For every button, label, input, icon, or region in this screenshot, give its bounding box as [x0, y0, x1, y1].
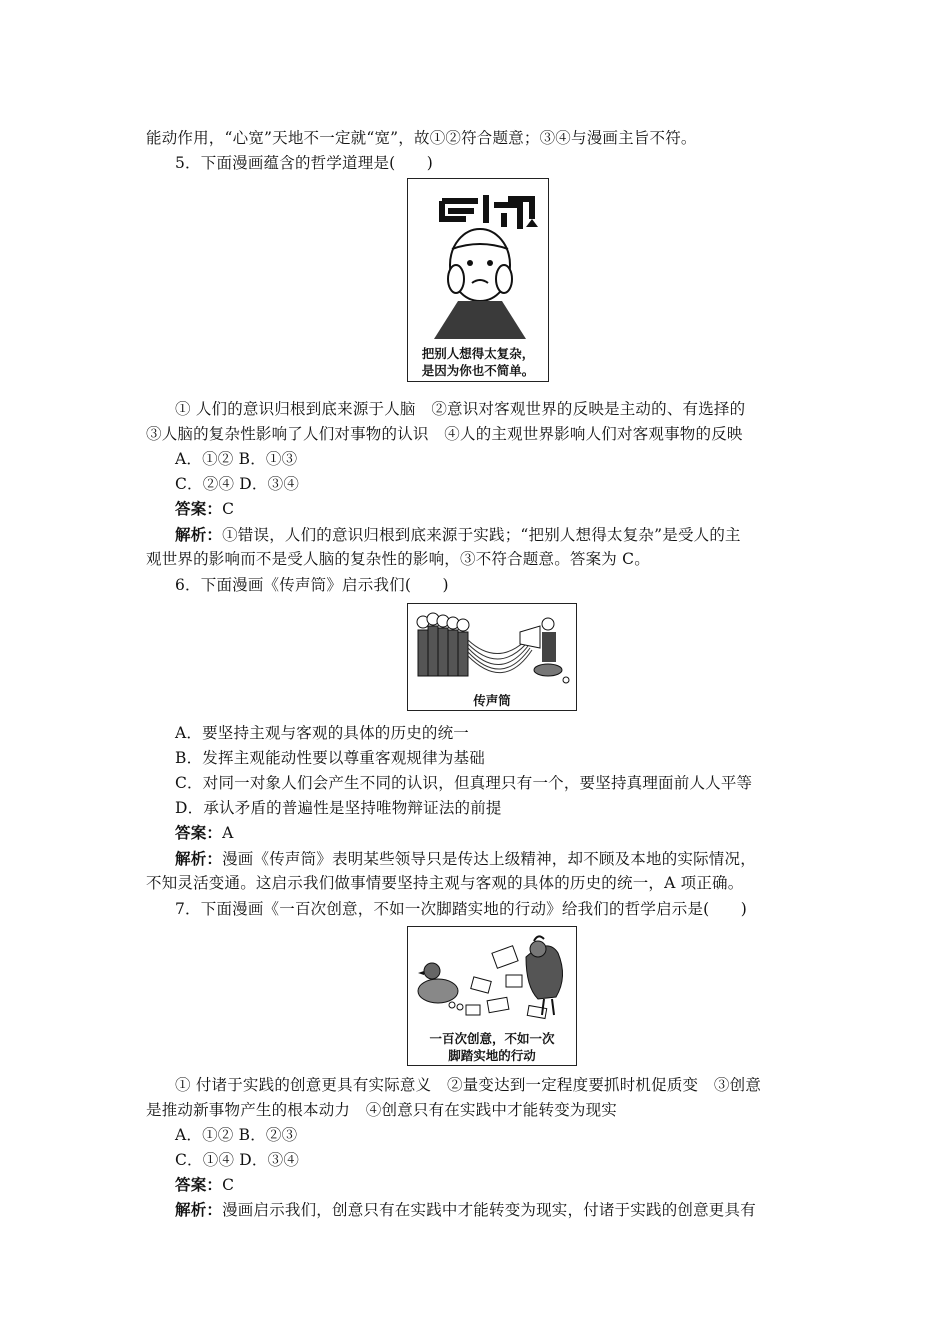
q5-cartoon-caption-2: 是因为你也不简单。	[421, 363, 535, 378]
q6-analysis-text-1: 漫画《传声筒》表明某些领导只是传达上级精神，却不顾及本地的实际情况，	[222, 850, 756, 868]
q7-answer-value: C	[222, 1176, 235, 1194]
q5-cartoon	[407, 178, 549, 382]
q7-options-line-2: 是推动新事物产生的根本动力 ④创意只有在实践中才能转变为现实	[146, 1101, 618, 1119]
q6-cartoon-drawing	[408, 604, 576, 692]
q6-answer-label: 答案：	[175, 823, 223, 842]
q5-answer-label: 答案：	[175, 499, 223, 518]
q5-choice-ab: A．①② B．①③	[175, 450, 298, 468]
q6-option-a: A．要坚持主观与客观的具体的历史的统一	[175, 724, 469, 742]
q6-cartoon-caption: 传声筒	[473, 693, 511, 708]
q5-options-line-2: ③人脑的复杂性影响了人们对事物的认识 ④人的主观世界影响人们对客观事物的反映	[146, 425, 743, 443]
q6-answer	[175, 821, 835, 845]
q5-options-line-1: ① 人们的意识归根到底来源于人脑 ②意识对客观世界的反映是主动的、有选择的	[175, 400, 746, 418]
q5-cartoon-caption-1: 把别人想得太复杂，	[421, 346, 535, 361]
q5-analysis-text-1: ①错误，人们的意识归根到底来源于实践；“把别人想得太复杂”是受人的主	[222, 526, 741, 544]
q6-cartoon	[407, 603, 577, 711]
q7-choice-cd: C．①④ D．③④	[175, 1151, 300, 1169]
q7-cartoon-caption-1: 一百次创意，不如一次	[429, 1031, 555, 1046]
q5-analysis-1	[175, 523, 835, 547]
q7-analysis-label: 解析：	[175, 1200, 223, 1219]
q7-stem: 7．下面漫画《一百次创意，不如一次脚踏实地的行动》给我们的哲学启示是( )	[175, 900, 748, 918]
q7-cartoon	[407, 926, 577, 1066]
q7-analysis-1	[175, 1198, 835, 1222]
q5-answer-value: C	[222, 500, 235, 518]
q7-cartoon-drawing	[408, 927, 576, 1029]
q6-option-b: B．发挥主观能动性要以尊重客观规律为基础	[175, 749, 485, 767]
q5-analysis-label: 解析：	[175, 525, 223, 544]
q6-stem: 6．下面漫画《传声筒》启示我们( )	[175, 576, 449, 594]
q5-analysis-2: 观世界的影响而不是受人脑的复杂性的影响，③不符合题意。答案为 C。	[146, 550, 650, 568]
q7-options-line-1: ① 付诸于实践的创意更具有实际意义 ②量变达到一定程度要抓时机促质变 ③创意	[175, 1076, 762, 1094]
intro-line: 能动作用，“心宽”天地不一定就“宽”，故①②符合题意；③④与漫画主旨不符。	[146, 129, 697, 147]
q5-choice-cd: C．②④ D．③④	[175, 475, 300, 493]
q7-cartoon-caption-2: 脚踏实地的行动	[448, 1048, 536, 1063]
q6-analysis-1	[175, 847, 835, 871]
q7-analysis-text-1: 漫画启示我们，创意只有在实践中才能转变为现实，付诸于实践的创意更具有	[222, 1201, 756, 1219]
q6-option-d: D．承认矛盾的普遍性是坚持唯物辩证法的前提	[175, 799, 502, 817]
q6-answer-value: A	[222, 824, 234, 842]
q5-answer	[175, 497, 835, 521]
q6-option-c: C．对同一对象人们会产生不同的认识，但真理只有一个，要坚持真理面前人人平等	[175, 774, 753, 792]
q6-analysis-label: 解析：	[175, 849, 223, 868]
q7-answer	[175, 1173, 835, 1197]
q7-choice-ab: A．①② B．②③	[175, 1126, 298, 1144]
q6-analysis-2: 不知灵活变通。这启示我们做事情要坚持主观与客观的具体的历史的统一，A 项正确。	[146, 874, 744, 892]
q7-answer-label: 答案：	[175, 1175, 223, 1194]
q5-stem: 5．下面漫画蕴含的哲学道理是( )	[175, 154, 434, 172]
